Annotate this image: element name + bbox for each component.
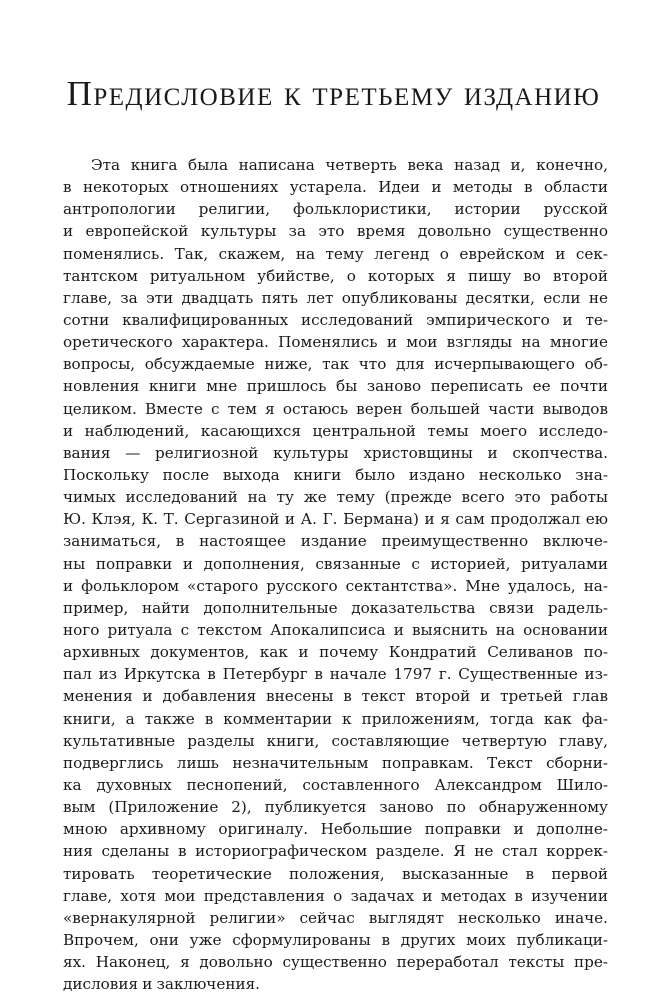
text-line: Эта книга была написана четверть века назад и, конечно, [91, 156, 608, 174]
text-line: мною архивному оригиналу. Небольшие поправки и дополне- [63, 820, 608, 839]
text-line: и европейской культуры за это время довольно существенно [63, 222, 608, 241]
text-line: Поскольку после выхода книги было издано несколько зна- [63, 465, 608, 484]
text-line: Ю. Клэя, К. Т. Сергазиной и А. Г. Бермана) и я сам продолжал ею [63, 510, 608, 529]
text-line: «вернакулярной религии» сейчас выглядят несколько иначе. [63, 908, 608, 927]
text-line: в некоторых отношениях устарела. Идеи и методы в области [63, 178, 608, 197]
text-line: ния сделаны в историографическом разделе. Я не стал коррек- [63, 842, 608, 861]
text-line: антропологии религии, фольклористики, истории русской [63, 200, 608, 219]
text-line: заниматься, в настоящее издание преимущественно включе- [63, 532, 608, 551]
text-line: новления книги мне пришлось бы заново переписать ее почти [63, 377, 608, 396]
text-line: и фольклором «старого русского сектантства». Мне удалось, на- [63, 576, 608, 595]
text-line: книги, а также в комментарии к приложениям, тогда как фа- [63, 709, 608, 728]
text-line: и наблюдений, касающихся центральной темы моего исследо- [63, 421, 608, 440]
text-line: менения и добавления внесены в текст второй и третьей глав [63, 687, 608, 706]
text-line: целиком. Вместе с тем я остаюсь верен большей части выводов [63, 399, 608, 418]
text-line: пример, найти дополнительные доказательства связи радель- [63, 598, 608, 617]
text-line: главе, за эти двадцать пять лет опубликованы десятки, если не [63, 288, 608, 307]
text-line: сотни квалифицированных исследований эмпирического и те- [63, 310, 608, 329]
text-line: пал из Иркутска в Петербург в начале 1797 г. Существенные из- [63, 665, 608, 684]
text-line: тантском ритуальном убийстве, о которых я пишу во второй [63, 266, 608, 285]
page-title: Предисловие к третьему изданию [66, 74, 601, 113]
text-line: вопросы, обсуждаемые ниже, так что для исчерпывающего об- [63, 355, 608, 374]
text-line: Впрочем, они уже сформулированы в других моих публикаци- [63, 930, 608, 949]
text-line: вания — религиозной культуры христовщины и скопчества. [63, 443, 608, 462]
text-line: ного ритуала с текстом Апокалипсиса и выяснить на основании [63, 620, 608, 639]
text-line: ях. Наконец, я довольно существенно переработал тексты пре- [63, 953, 608, 972]
text-line: подверглись лишь незначительным поправкам. Текст сборни- [63, 753, 608, 772]
text-line: оретического характера. Поменялись и мои взгляды на многие [63, 333, 608, 352]
text-line: архивных документов, как и почему Кондратий Селиванов по- [63, 643, 608, 662]
paragraph [63, 154, 608, 995]
text-line: главе, хотя мои представления о задачах и методах в изучении [63, 886, 608, 905]
text-line: ка духовных песнопений, составленного Александром Шило- [63, 775, 608, 794]
text-line: вым (Приложение 2), публикуется заново по обнаруженному [63, 798, 608, 817]
text-line: чимых исследований на ту же тему (прежде всего это работы [63, 488, 608, 507]
text-line: тировать теоретические положения, высказанные в первой [63, 864, 608, 883]
text-line: культативные разделы книги, составляющие четвертую главу, [63, 731, 608, 750]
text-line: ны поправки и дополнения, связанные с историей, ритуалами [63, 554, 608, 573]
text-line: поменялись. Так, скажем, на тему легенд о еврейском и сек- [63, 244, 608, 263]
text-line: дисловия и заключения. [63, 975, 260, 994]
